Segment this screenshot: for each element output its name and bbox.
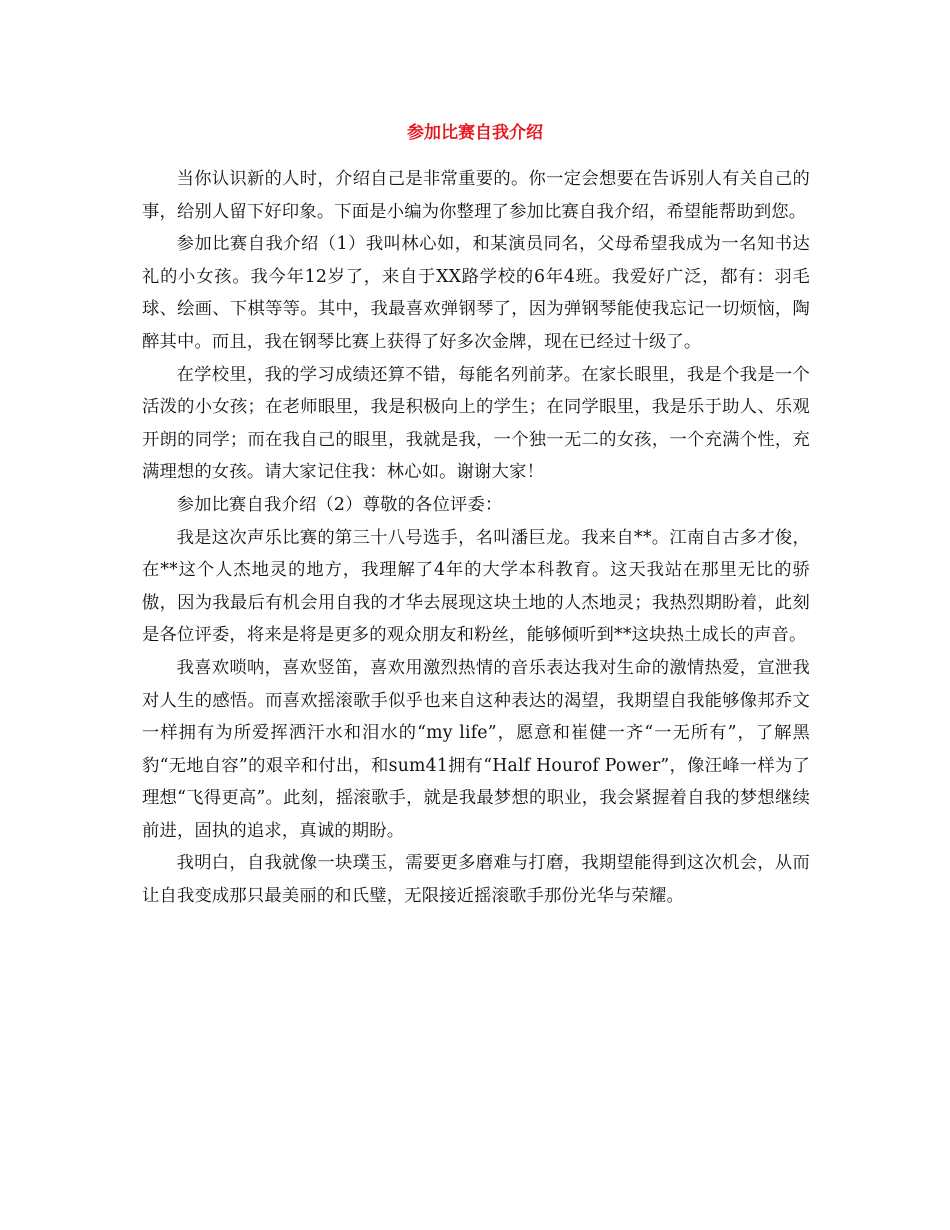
- paragraph-contestant: 我是这次声乐比赛的第三十八号选手，名叫潘巨龙。我来自**。江南自古多才俊，在**这个人杰地灵的地方，我理解了4年的大学本科教育。这天我站在那里无比的骄傲，因为我最后有机会用自我的才华去展现这块土地的人杰地灵；我热烈期盼着，此刻是各位评委，将来是将是更多的观众朋友和粉丝，能够倾听到**这块热土成长的声音。: [142, 527, 810, 646]
- paragraph-intro-1: 参加比赛自我介绍（1）我叫林心如，和某演员同名，父母希望我成为一名知书达礼的小女孩。我今年12岁了，来自于XX路学校的6年4班。我爱好广泛，都有：羽毛球、绘画、下棋等等。其中，我最喜欢弹钢琴了，因为弹钢琴能使我忘记一切烦恼，陶醉其中。而且，我在钢琴比赛上获得了好多次金牌，现在已经过十级了。: [142, 234, 810, 352]
- paragraph-school: 在学校里，我的学习成绩还算不错，每能名列前茅。在家长眼里，我是个我是一个活泼的小女孩；在老师眼里，我是积极向上的学生；在同学眼里，我是乐于助人、乐观开朗的同学；而在我自己的眼里，我就是我，一个独一无二的女孩，一个充满个性，充满理想的女孩。请大家记住我：林心如。谢谢大家！: [142, 364, 810, 483]
- document-title: 参加比赛自我介绍: [407, 123, 543, 143]
- paragraph-intro: 当你认识新的人时，介绍自己是非常重要的。你一定会想要在告诉别人有关自己的事，给别人留下好印象。下面是小编为你整理了参加比赛自我介绍，希望能帮助到您。: [142, 169, 810, 222]
- paragraph-closing: 我明白，自我就像一块璞玉，需要更多磨难与打磨，我期望能得到这次机会，从而让自我变成那只最美丽的和氏璧，无限接近摇滚歌手那份光华与荣耀。: [142, 853, 810, 907]
- document-body: [142, 163, 810, 913]
- paragraph-music: 我喜欢唢呐，喜欢竖笛，喜欢用激烈热情的音乐表达我对生命的激情热爱，宣泄我对人生的感悟。而喜欢摇滚歌手似乎也来自这种表达的渴望，我期望自我能够像邦乔文一样拥有为所爱挥洒汗水和泪水的“my life”，愿意和崔健一齐“一无所有”，了解黑豹“无地自容”的艰辛和付出，和sum41拥有“Half Hourof Power”，像汪峰一样为了理想“飞得更高”。此刻，摇滚歌手，就是我最梦想的职业，我会紧握着自我的梦想继续前进，固执的追求，真诚的期盼。: [142, 657, 810, 841]
- paragraph-intro-2-heading: 参加比赛自我介绍（2）尊敬的各位评委：: [176, 494, 503, 515]
